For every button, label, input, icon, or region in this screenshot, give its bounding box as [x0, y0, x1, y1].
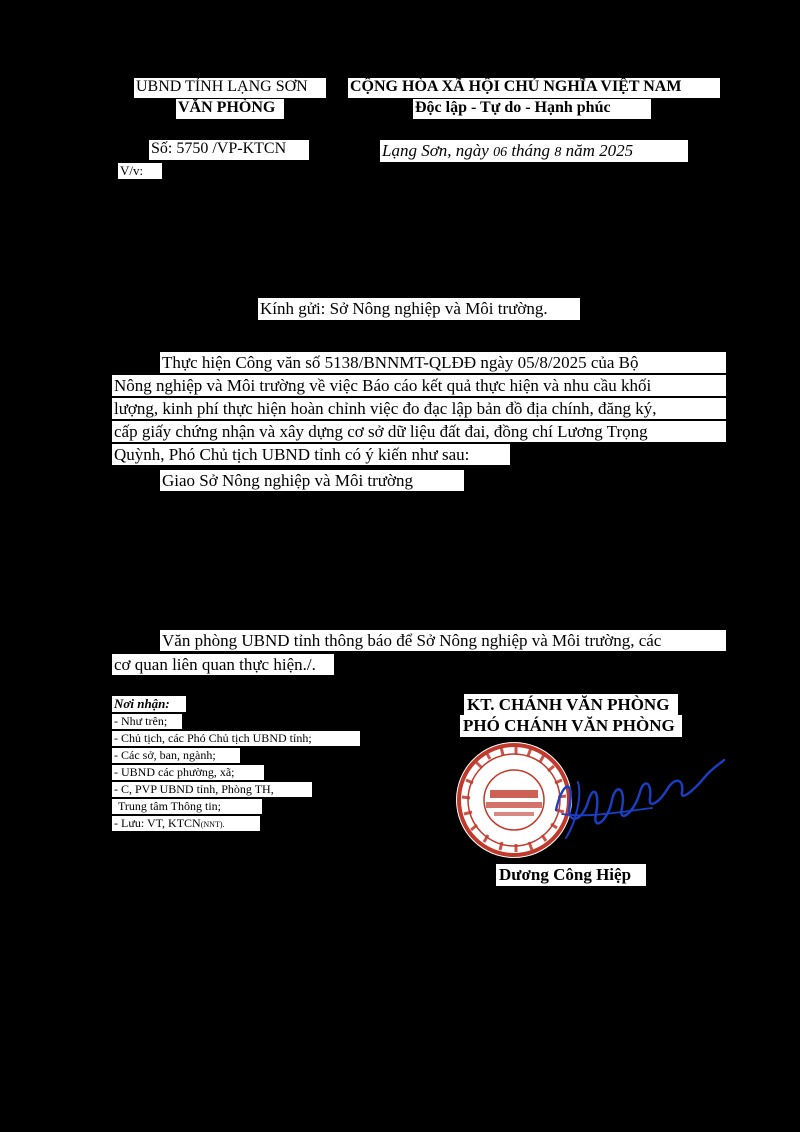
handwritten-signature: [548, 752, 728, 842]
body-line-2: Nông nghiệp và Môi trường về việc Báo cáo kết quả thực hiện và nhu cầu khối: [112, 375, 726, 396]
signature-title-1: KT. CHÁNH VĂN PHÒNG: [464, 694, 678, 716]
date-day: 06: [493, 145, 508, 160]
recipient-item-last-suffix: (NNT).: [200, 820, 225, 829]
body-line-1: Thực hiện Công văn số 5138/BNNMT-QLĐĐ ngày 05/8/2025 của Bộ: [160, 352, 726, 373]
recipient-item: - Như trên;: [112, 714, 182, 729]
closing-line-2: cơ quan liên quan thực hiện./.: [112, 654, 334, 675]
office-name: VĂN PHÒNG: [176, 99, 284, 119]
national-motto: Độc lập - Tự do - Hạnh phúc: [413, 99, 651, 119]
recipient-item: - Các sở, ban, ngành;: [112, 748, 240, 763]
recipients-heading: Nơi nhận:: [112, 696, 186, 712]
signer-name: Dương Công Hiệp: [496, 864, 646, 886]
subject-prefix: V/v:: [118, 163, 162, 179]
recipient-item-last-text: - Lưu: VT, KTCN: [114, 816, 201, 830]
body-line-5: Quỳnh, Phó Chủ tịch UBND tỉnh có ý kiến như sau:: [112, 444, 510, 465]
recipient-item: - Chủ tịch, các Phó Chủ tịch UBND tỉnh;: [112, 731, 360, 746]
recipient-item: Trung tâm Thông tin;: [112, 799, 262, 814]
date-month-label: tháng: [511, 141, 551, 160]
recipient-item: - UBND các phường, xã;: [112, 765, 264, 780]
signature-title-2: PHÓ CHÁNH VĂN PHÒNG: [460, 715, 682, 737]
date-year: năm 2025: [565, 141, 634, 160]
agency-name: UBND TỈNH LẠNG SƠN: [134, 78, 326, 98]
body-line-3: lượng, kinh phí thực hiện hoàn chỉnh việc đo đạc lập bản đồ địa chính, đăng ký,: [112, 398, 726, 419]
salutation: Kính gửi: Sở Nông nghiệp và Môi trường.: [258, 298, 580, 320]
document-number: Số: 5750 /VP-KTCN: [149, 140, 309, 160]
date-month: 8: [554, 145, 562, 160]
date-prefix: Lạng Sơn, ngày: [382, 141, 489, 160]
recipient-item-last: [112, 816, 260, 831]
signature-graphic: [548, 752, 728, 842]
document-date: [380, 140, 688, 162]
recipient-item: - C, PVP UBND tỉnh, Phòng TH,: [112, 782, 312, 797]
national-title: CỘNG HÒA XÃ HỘI CHỦ NGHĨA VIỆT NAM: [348, 78, 720, 98]
body-line-4: cấp giấy chứng nhận và xây dựng cơ sở dữ liệu đất đai, đồng chí Lương Trọng: [112, 421, 726, 442]
closing-line-1: Văn phòng UBND tỉnh thông báo để Sở Nông nghiệp và Môi trường, các: [160, 630, 726, 651]
body-assignment: Giao Sở Nông nghiệp và Môi trường: [160, 470, 464, 491]
